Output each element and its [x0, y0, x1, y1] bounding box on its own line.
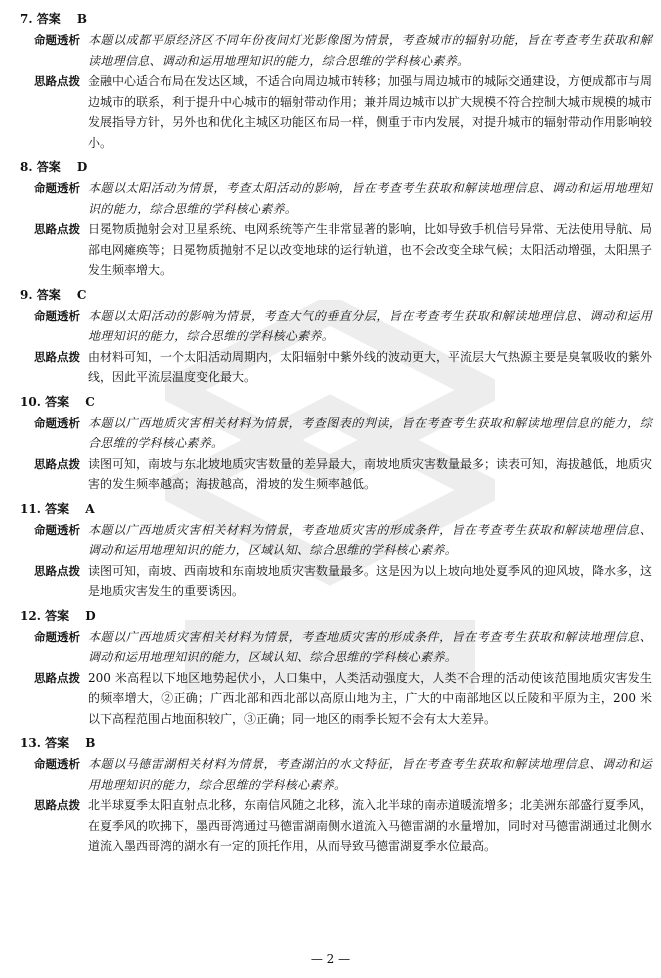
analysis-row: [34, 30, 652, 71]
hint-label: 思路点拨: [34, 349, 80, 364]
analysis-text: 本题以太阳活动为情景，考查太阳活动的影响，旨在考查考生获取和解读地理信息、调动和运用地理知识的能力，综合思维的学科核心素养。: [88, 181, 652, 216]
question-header: [20, 732, 652, 754]
analysis-text: 本题以广西地质灾害相关材料为情景，考查地质灾害的形成条件，旨在考查考生获取和解读地理信息、调动和运用地理知识的能力，区域认知、综合思维的学科核心素养。: [88, 629, 652, 664]
analysis-label: 命题透析: [34, 757, 80, 771]
question-number: 10.: [20, 394, 41, 409]
hint-text: 金融中心适合布局在发达区域，不适合向周边城市转移；加强与周边城市的城际交通建设，方便成都市与周边城市的联系，利于提升中心城市的辐射带动作用；兼并周边城市以扩大规模不符合控制大城市规模的城市发展指导方针，另外也和优化主城区功能区布局一样，侧重于市内发展，对提升城市的辐射带动作用影响较小。: [88, 74, 653, 150]
hint-text: 北半球夏季太阳直射点北移，东南信风随之北移，流入北半球的南赤道暖流增多；北美洲东部盛行夏季风，在夏季风的吹拂下，墨西哥湾通过马德雷湖南侧水道流入马德雷湖的水量增加，同时对马德雷湖通过北侧水道流入墨西哥湾的湖水有一定的顶托作用，从而导致马德雷湖夏季水位最高。: [88, 798, 653, 853]
hint-text: 日冕物质抛射会对卫星系统、电网系统等产生非常显著的影响，比如导致手机信号异常、无法使用导航、局部电网瘫痪等；日冕物质抛射不足以改变地球的运行轨道，也不会改变全球气候；太阳活动增强，太阳黑子发生频率增大。: [88, 222, 653, 277]
analysis-label: 命题透析: [34, 415, 80, 430]
analysis-label: 命题透析: [34, 33, 80, 47]
question-9: [20, 284, 652, 388]
question-7: [20, 8, 652, 153]
question-number: 9.: [20, 287, 33, 302]
hint-row: [34, 219, 652, 281]
answer-value: B: [76, 12, 88, 26]
question-8: [20, 156, 652, 281]
analysis-row: [34, 754, 652, 795]
question-header: [20, 391, 652, 413]
question-11: [20, 498, 652, 602]
question-header: [20, 284, 652, 306]
hint-label: 思路点拨: [34, 670, 80, 685]
answer-value: B: [85, 736, 96, 750]
question-number: 11.: [20, 501, 41, 516]
question-10: [20, 391, 652, 495]
analysis-row: [34, 413, 652, 454]
hint-row: [34, 561, 652, 602]
answer-label: 答案: [36, 12, 61, 26]
analysis-text: 本题以广西地质灾害相关材料为情景，考查地质灾害的形成条件，旨在考查考生获取和解读地理信息、调动和运用地理知识的能力，区域认知、综合思维的学科核心素养。: [88, 522, 652, 557]
analysis-label: 命题透析: [34, 181, 80, 195]
answer-value: A: [85, 501, 95, 516]
question-12: [20, 605, 652, 730]
answer-label: 答案: [36, 160, 61, 174]
hint-text: 由材料可知，一个太阳活动周期内，太阳辐射中紫外线的波动更大，平流层大气热源主要是臭氧吸收的紫外线，因此平流层温度变化最大。: [88, 349, 653, 384]
analysis-label: 命题透析: [34, 308, 80, 323]
answer-label: 答案: [45, 501, 70, 516]
hint-label: 思路点拨: [34, 798, 80, 812]
answer-value: C: [76, 287, 87, 302]
hint-text: 200 米高程以下地区地势起伏小，人口集中，人类活动强度大，人类不合理的活动使该范围地质灾害发生的频率增大，②正确；广西北部和西北部以高原山地为主，广大的中南部地区以丘陵和平原为主，200 米以下高程范围占地面积较广，③正确；同一地区的雨季长短不会有太大差异。: [88, 670, 652, 726]
question-header: [20, 498, 652, 520]
answer-value: D: [76, 160, 88, 174]
hint-label: 思路点拨: [34, 456, 80, 471]
question-number: 12.: [20, 608, 41, 623]
answer-value: C: [85, 394, 95, 409]
question-header: [20, 8, 652, 30]
analysis-label: 命题透析: [34, 629, 80, 644]
answer-label: 答案: [36, 287, 61, 302]
answer-value: D: [85, 608, 96, 623]
question-13: [20, 732, 652, 857]
question-header: [20, 605, 652, 627]
hint-row: [34, 347, 652, 388]
page-number: — 2 —: [310, 952, 351, 966]
answer-list: [20, 8, 652, 860]
hint-label: 思路点拨: [34, 222, 80, 236]
answer-label: 答案: [45, 736, 70, 750]
question-number: 8.: [20, 160, 33, 174]
hint-row: [34, 668, 652, 730]
hint-row: [34, 454, 652, 495]
hint-text: 读图可知，南坡、西南坡和东南坡地质灾害数量最多。这是因为以上坡向地处夏季风的迎风坡，降水多，这是地质灾害发生的重要诱因。: [88, 563, 653, 598]
analysis-row: [34, 627, 652, 668]
question-number: 7.: [20, 12, 33, 26]
analysis-row: [34, 178, 652, 219]
analysis-row: [34, 520, 652, 561]
hint-label: 思路点拨: [34, 563, 80, 578]
analysis-row: [34, 306, 652, 347]
question-number: 13.: [20, 736, 41, 750]
analysis-label: 命题透析: [34, 522, 80, 537]
analysis-text: 本题以马德雷湖相关材料为情景，考查湖泊的水文特征，旨在考查考生获取和解读地理信息、调动和运用地理知识的能力，综合思维的学科核心素养。: [88, 757, 652, 792]
hint-text: 读图可知，南坡与东北坡地质灾害数量的差异最大，南坡地质灾害数量最多；读表可知，海拔越低，地质灾害的发生频率越高；海拔越高，滑坡的发生频率越低。: [88, 456, 653, 491]
hint-label: 思路点拨: [34, 74, 80, 88]
question-header: [20, 156, 652, 178]
hint-row: [34, 795, 652, 857]
analysis-text: 本题以太阳活动的影响为情景，考查大气的垂直分层，旨在考查考生获取和解读地理信息、调动和运用地理知识的能力，综合思维的学科核心素养。: [88, 308, 652, 343]
hint-row: [34, 71, 652, 153]
answer-label: 答案: [45, 394, 70, 409]
analysis-text: 本题以广西地质灾害相关材料为情景，考查图表的判读，旨在考查考生获取和解读地理信息的能力，综合思维的学科核心素养。: [88, 415, 652, 450]
analysis-text: 本题以成都平原经济区不同年份夜间灯光影像图为情景，考查城市的辐射功能，旨在考查考生获取和解读地理信息、调动和运用地理知识的能力，综合思维的学科核心素养。: [88, 33, 652, 68]
answer-label: 答案: [45, 608, 70, 623]
